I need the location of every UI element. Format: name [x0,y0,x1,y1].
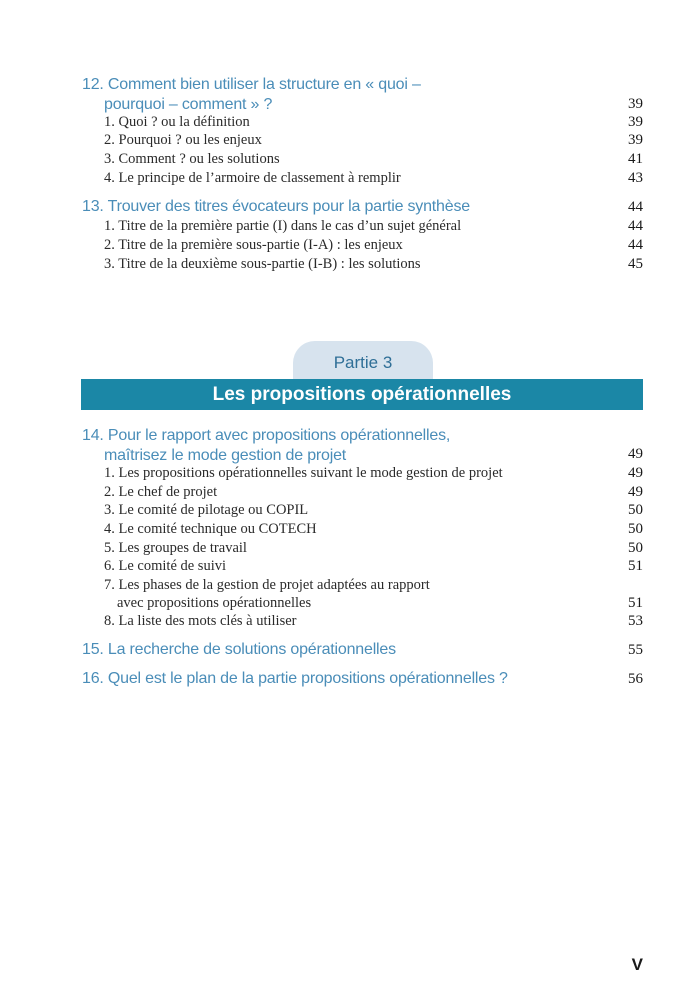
chapter-14-title[interactable] [82,426,602,466]
toc-entry-14-8-page: 53 [628,613,643,629]
entry-number: 8. [104,613,115,629]
toc-entry-14-2-page: 49 [628,484,643,500]
entry-label: Les propositions opérationnelles suivant le mode gestion de projet [118,465,503,481]
entry-number: 4. [104,521,115,537]
entry-number: 3. [104,502,115,518]
chapter-13-page: 44 [628,199,643,215]
entry-label: Le chef de projet [118,484,218,500]
toc-entry-14-7-page: 51 [628,595,643,611]
toc-entry-14-4-page: 50 [628,521,643,537]
entry-label: Le comité technique ou COTECH [118,521,317,537]
toc-entry-14-6-page: 51 [628,558,643,574]
entry-label: Titre de la première sous-partie (I-A) : les enjeux [118,237,403,253]
toc-entry-14-6[interactable] [104,557,604,575]
chapter-15-page: 55 [628,642,643,658]
chapter-12-title[interactable] [82,75,602,115]
toc-entry-12-3[interactable] [104,150,604,168]
entry-label-line1: Les phases de la gestion de projet adaptées au rapport [118,577,430,593]
entry-label: Le comité de suivi [118,558,227,574]
chapter-13-title[interactable] [82,197,602,217]
chapter-12-number: 12. [82,76,104,93]
toc-entry-13-2[interactable] [104,236,604,254]
entry-number: 5. [104,540,115,556]
chapter-15-title-text: La recherche de solutions opérationnelles [107,641,396,658]
chapter-15-title[interactable] [82,640,602,660]
chapter-12-title-line1: Comment bien utiliser la structure en « quoi – [107,76,421,93]
chapter-13-title-text: Trouver des titres évocateurs pour la partie synthèse [107,198,470,215]
entry-label: Pourquoi ? ou les enjeux [118,132,262,148]
chapter-14-page: 49 [628,446,643,462]
toc-entry-14-2[interactable] [104,483,604,501]
toc-entry-12-4[interactable] [104,169,604,187]
entry-number: 1. [104,218,115,234]
toc-entry-14-5-page: 50 [628,540,643,556]
chapter-13-number: 13. [82,198,104,215]
entry-number: 3. [104,256,115,272]
entry-number: 6. [104,558,115,574]
toc-entry-12-3-page: 41 [628,151,643,167]
toc-entry-13-3[interactable] [104,255,604,273]
chapter-16-title-text: Quel est le plan de la partie propositions opérationnelles ? [107,670,508,687]
toc-entry-12-1-page: 39 [628,114,643,130]
toc-entry-14-5[interactable] [104,539,604,557]
toc-entry-14-7[interactable] [104,576,604,612]
toc-entry-14-1[interactable] [104,464,604,482]
entry-number: 4. [104,170,115,186]
chapter-15-number: 15. [82,641,104,658]
chapter-16-number: 16. [82,670,104,687]
toc-entry-12-4-page: 43 [628,170,643,186]
page-folio: V [631,955,643,974]
toc-entry-13-3-page: 45 [628,256,643,272]
chapter-14-number: 14. [82,427,104,444]
entry-label: Le principe de l’armoire de classement à remplir [118,170,401,186]
entry-number: 2. [104,132,115,148]
toc-entry-12-2[interactable] [104,131,604,149]
entry-label: Quoi ? ou la définition [118,114,250,130]
entry-number: 2. [104,484,115,500]
entry-label: Comment ? ou les solutions [118,151,280,167]
toc-entry-12-2-page: 39 [628,132,643,148]
toc-entry-14-1-page: 49 [628,465,643,481]
chapter-12-page: 39 [628,96,643,112]
toc-entry-13-1[interactable] [104,217,604,235]
chapter-12-title-line2: pourquoi – comment » ? [104,96,273,113]
toc-entry-14-8[interactable] [104,612,604,630]
toc-entry-13-2-page: 44 [628,237,643,253]
chapter-16-page: 56 [628,671,643,687]
chapter-16-title[interactable] [82,669,602,689]
toc-entry-14-4[interactable] [104,520,604,538]
entry-number: 2. [104,237,115,253]
entry-label: La liste des mots clés à utiliser [118,613,297,629]
entry-number: 7. [104,577,115,593]
entry-label-line2: avec propositions opérationnelles [117,595,312,611]
toc-entry-14-3-page: 50 [628,502,643,518]
chapter-14-title-line1: Pour le rapport avec propositions opérationnelles, [107,427,451,444]
entry-label: Les groupes de travail [118,540,247,556]
entry-label: Titre de la deuxième sous-partie (I-B) : les solutions [118,256,421,272]
entry-number: 1. [104,465,115,481]
entry-label: Titre de la première partie (I) dans le cas d’un sujet général [118,218,462,234]
toc-entry-12-1[interactable] [104,113,604,131]
toc-entry-13-1-page: 44 [628,218,643,234]
entry-number: 3. [104,151,115,167]
part-tab: Partie 3 [293,341,433,383]
chapter-14-title-line2: maîtrisez le mode gestion de projet [104,447,347,464]
entry-number: 1. [104,114,115,130]
entry-label: Le comité de pilotage ou COPIL [118,502,309,518]
toc-entry-14-3[interactable] [104,501,604,519]
part-banner-title: Les propositions opérationnelles [81,379,643,410]
